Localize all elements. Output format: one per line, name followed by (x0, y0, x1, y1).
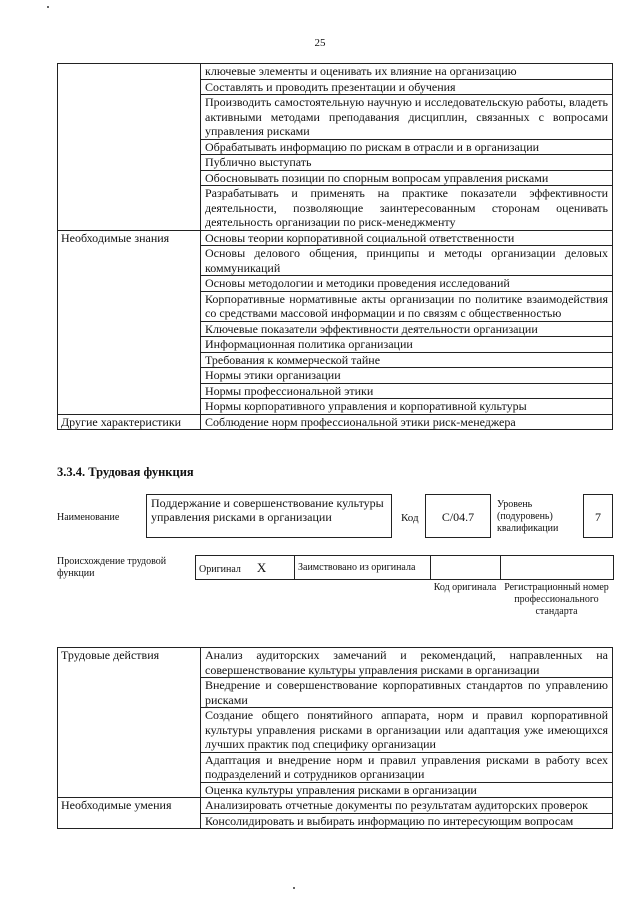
table-cell: Составлять и проводить презентации и обучения (201, 79, 613, 95)
other-characteristics-label: Другие характеристики (58, 414, 201, 430)
table-cell: Анализировать отчетные документы по результатам аудиторских проверок (201, 798, 613, 814)
table-cell: Основы методологии и методики проведения исследований (201, 276, 613, 292)
origin-label: Происхождение трудовой функции (57, 556, 167, 579)
table-cell: Оценка культуры управления рисками в организации (201, 782, 613, 798)
code-value-box: C/04.7 (425, 494, 491, 538)
code-original-cell (431, 556, 501, 580)
function-name-box: Поддержание и совершенствование культуры управления рисками в организации (146, 494, 392, 538)
table-cell: Основы делового общения, принципы и методы организации деловых коммуникаций (201, 246, 613, 276)
table-cell: Внедрение и совершенствование корпоративных стандартов по управлению рисками (201, 678, 613, 708)
code-label: Код (401, 512, 419, 524)
table-row (58, 230, 613, 246)
table-cell: Нормы профессиональной этики (201, 383, 613, 399)
labor-actions-label: Трудовые действия (58, 648, 201, 798)
table-cell: Производить самостоятельную научную и исследовательскую работы, владеть активными методами преподавания дисциплин, связанных с вопросами управления рисками (201, 95, 613, 140)
original-cell (196, 556, 295, 580)
requirements-table (57, 63, 613, 430)
section-heading: 3.3.4. Трудовая функция (57, 465, 194, 479)
code-original-caption: Код оригинала (433, 582, 497, 593)
table-cell: Консолидировать и выбирать информацию по интересующим вопросам (201, 813, 613, 829)
borrowed-cell: Заимствовано из оригинала (295, 556, 431, 580)
original-label: Оригинал (199, 563, 241, 575)
table-row (58, 798, 613, 814)
empty-label-cell (58, 64, 201, 231)
qualification-level-label: Уровень (подуровень) квалификации (497, 499, 559, 534)
table-cell: Основы теории корпоративной социальной ответственности (201, 230, 613, 246)
table-cell: Анализ аудиторских замечаний и рекомендаций, направленных на совершенствование культуры управления рисками в организации (201, 648, 613, 678)
table-cell: Ключевые показатели эффективности деятельности организации (201, 321, 613, 337)
table-cell: Разрабатывать и применять на практике показатели эффективности деятельности, позволяющие заинтересованным сторонам оценивать деятельность организации по риск-менеджменту (201, 186, 613, 231)
original-mark: X (256, 559, 267, 575)
table-cell: ключевые элементы и оценивать их влияние на организацию (201, 64, 613, 80)
table-cell: Обосновывать позиции по спорным вопросам управления рисками (201, 170, 613, 186)
table-cell: Корпоративные нормативные акты организации по политике взаимодействия со средствами массовой информации и по связям с общественностью (201, 291, 613, 321)
table-cell: Нормы этики организации (201, 368, 613, 384)
table-row (58, 648, 613, 678)
table-row (196, 556, 614, 580)
name-label: Наименование (57, 512, 120, 523)
table-cell: Создание общего понятийного аппарата, норм и правил корпоративной культуры управления рисками в организации или адаптация уже имеющихся лучших практик под специфику организации (201, 708, 613, 753)
labor-function-table (57, 647, 613, 829)
scan-speck (47, 6, 49, 8)
knowledge-label: Необходимые знания (58, 230, 201, 414)
table-cell: Информационная политика организации (201, 337, 613, 353)
table-row (58, 64, 613, 80)
registration-number-cell (501, 556, 614, 580)
scan-speck (293, 887, 295, 889)
required-skills-label: Необходимые умения (58, 798, 201, 829)
origin-table (195, 555, 614, 580)
table-cell: Соблюдение норм профессиональной этики риск-менеджера (201, 414, 613, 430)
qualification-level-box: 7 (583, 494, 613, 538)
table-cell: Обрабатывать информацию по рискам в отрасли и в организации (201, 139, 613, 155)
page-number: 25 (314, 37, 326, 49)
table-row (58, 414, 613, 430)
table-cell: Требования к коммерческой тайне (201, 352, 613, 368)
table-cell: Публично выступать (201, 155, 613, 171)
registration-number-caption: Регистрационный номер профессионального стандарта (504, 582, 609, 617)
table-cell: Адаптация и внедрение норм и правил управления рисками в работу всех подразделений и сотрудников организации (201, 752, 613, 782)
table-cell: Нормы корпоративного управления и корпоративной культуры (201, 399, 613, 415)
